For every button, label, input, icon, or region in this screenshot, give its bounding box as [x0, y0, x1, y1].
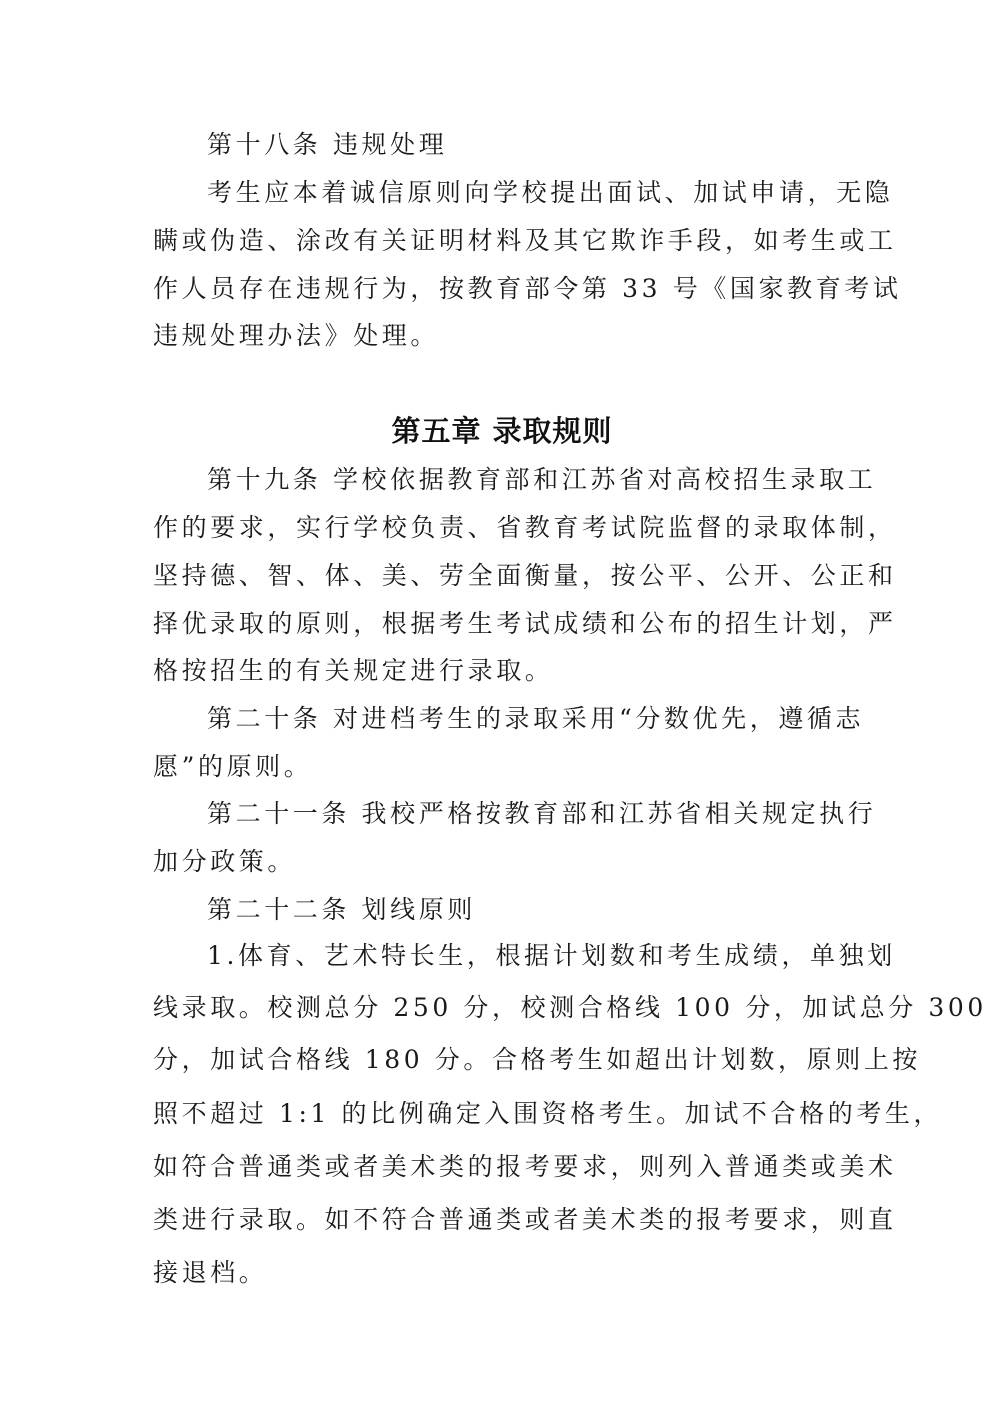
article-19-line-3: 坚持德、智、体、美、劳全面衡量，按公平、公开、公正和 [153, 561, 897, 590]
article-18-line-1: 考生应本着诚信原则向学校提出面试、加试申请，无隐 [207, 178, 894, 207]
article-18-line-2: 瞒或伪造、涂改有关证明材料及其它欺诈手段，如考生或工 [153, 226, 897, 255]
article-19-line-1: 第十九条 学校依据教育部和江苏省对高校招生录取工 [207, 465, 877, 494]
article-22-item-1-line-5: 如符合普通类或者美术类的报考要求，则列入普通类或美术 [153, 1152, 897, 1181]
article-22-item-1-line-1: 1.体育、艺术特长生，根据计划数和考生成绩，单独划 [207, 941, 896, 970]
article-19-line-5: 格按招生的有关规定进行录取。 [153, 656, 554, 685]
article-22-item-1-line-3: 分，加试合格线 180 分。合格考生如超出计划数，原则上按 [153, 1045, 922, 1074]
article-19-line-2: 作的要求，实行学校负责、省教育考试院监督的录取体制， [153, 513, 897, 542]
article-18-line-4: 违规处理办法》处理。 [153, 321, 440, 350]
article-19-line-4: 择优录取的原则，根据考生考试成绩和公布的招生计划，严 [153, 609, 897, 638]
chapter-heading: 第五章 录取规则 [391, 414, 613, 448]
article-22-item-1-line-7: 接退档。 [153, 1258, 268, 1287]
article-22-item-1-line-2: 线录取。校测总分 250 分，校测合格线 100 分，加试总分 300 [153, 993, 987, 1022]
article-22-title: 第二十二条 划线原则 [207, 895, 476, 924]
article-18-line-3: 作人员存在违规行为，按教育部令第 33 号《国家教育考试 [153, 274, 902, 303]
article-20-line-2: 愿”的原则。 [153, 752, 313, 781]
article-21-line-2: 加分政策。 [153, 847, 297, 876]
article-22-item-1-line-4: 照不超过 1:1 的比例确定入围资格考生。加试不合格的考生， [153, 1099, 943, 1128]
article-18-title: 第十八条 违规处理 [207, 130, 448, 159]
article-20-line-1: 第二十条 对进档考生的录取采用“分数优先，遵循志 [207, 704, 865, 733]
article-21-line-1: 第二十一条 我校严格按教育部和江苏省相关规定执行 [207, 799, 877, 828]
article-22-item-1-line-6: 类进行录取。如不符合普通类或者美术类的报考要求，则直 [153, 1205, 897, 1234]
